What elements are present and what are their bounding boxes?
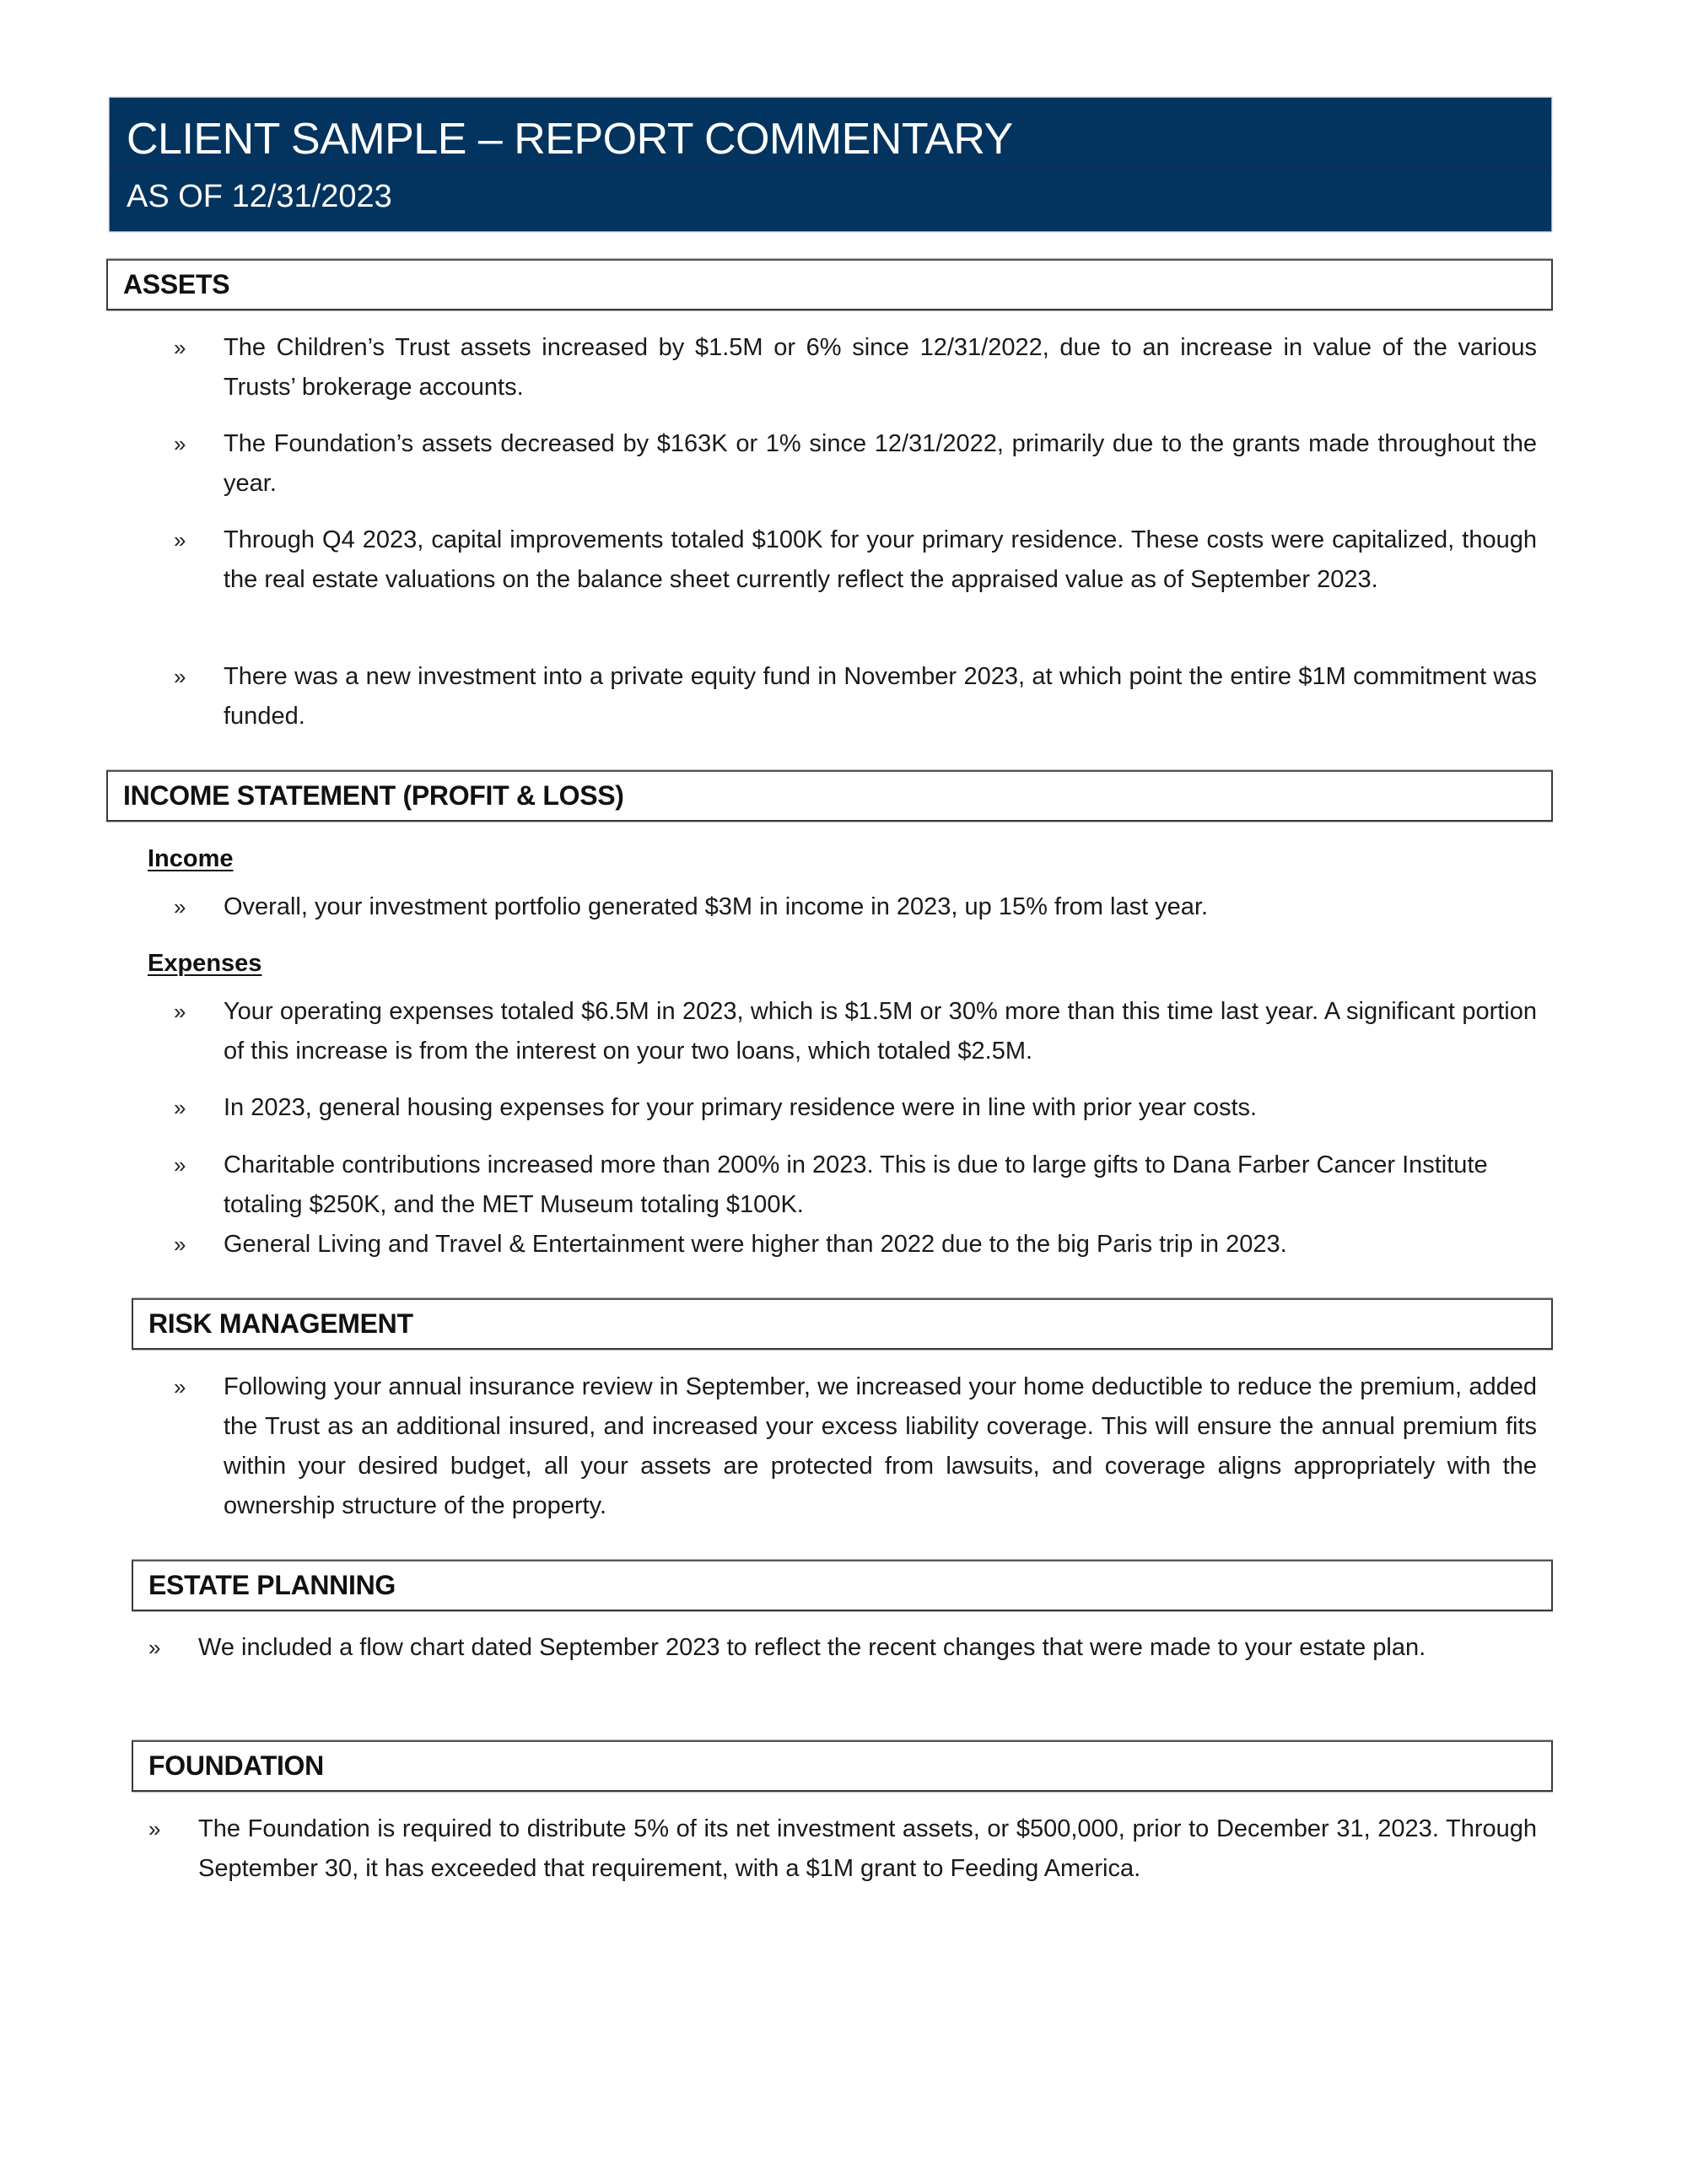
expenses-bullet [174, 1225, 1537, 1265]
bullet-chevron-icon: » [174, 999, 186, 1024]
bullet-chevron-icon: » [174, 664, 186, 689]
income-bullet [174, 887, 1537, 927]
header-divider [110, 168, 1551, 170]
section-header-estate-planning [132, 1560, 1553, 1611]
subheading-expenses: Expenses [148, 950, 262, 977]
bullet-text: We included a flow chart dated September 2023 to reflect the recent changes that were made to your estate plan. [198, 1634, 1426, 1661]
assets-bullet [174, 520, 1537, 600]
assets-bullet [174, 328, 1537, 407]
bullet-chevron-icon: » [174, 1374, 186, 1399]
bullet-text: General Living and Travel & Entertainment were higher than 2022 due to the big Paris trip in 2023. [224, 1231, 1287, 1258]
report-header-banner [110, 98, 1551, 231]
foundation-bullet [148, 1809, 1537, 1889]
risk-management-bullet [174, 1367, 1537, 1526]
bullet-text: In 2023, general housing expenses for your primary residence were in line with prior year costs. [224, 1094, 1258, 1121]
bullet-text: There was a new investment into a private equity fund in November 2023, at which point the entire $1M commitment was funded. [224, 663, 1537, 730]
assets-bullet [174, 424, 1537, 504]
bullet-chevron-icon: » [174, 527, 186, 553]
report-date: AS OF 12/31/2023 [127, 179, 392, 214]
estate-planning-bullet [148, 1628, 1537, 1668]
section-header-risk-management [132, 1298, 1553, 1350]
bullet-chevron-icon: » [174, 894, 186, 919]
bullet-text: The Foundation’s assets decreased by $163K or 1% since 12/31/2022, primarily due to the grants made throughout the year. [224, 430, 1537, 497]
bullet-chevron-icon: » [174, 1152, 186, 1178]
bullet-text: Your operating expenses totaled $6.5M in 2023, which is $1.5M or 30% more than this time last year. A significant portion of this increase is from the interest on your two loans, which totaled $2.5M. [224, 998, 1537, 1065]
section-title: ASSETS [123, 269, 230, 299]
bullet-chevron-icon: » [174, 335, 186, 360]
bullet-chevron-icon: » [174, 1095, 186, 1120]
bullet-text: The Children’s Trust assets increased by $1.5M or 6% since 12/31/2022, due to an increase in value of the various Trusts’ brokerage accounts. [224, 334, 1537, 401]
bullet-text: Overall, your investment portfolio generated $3M in income in 2023, up 15% from last year. [224, 893, 1209, 920]
report-title: CLIENT SAMPLE – REPORT COMMENTARY [127, 115, 1013, 164]
assets-bullet [174, 657, 1537, 736]
expenses-bullet [174, 1146, 1537, 1225]
bullet-text: Through Q4 2023, capital improvements totaled $100K for your primary residence. These costs were capitalized, though the real estate valuations on the balance sheet currently reflect the appraised value as of September 2023. [224, 526, 1537, 593]
bullet-chevron-icon: » [148, 1635, 161, 1660]
section-header-income-statement [106, 770, 1553, 822]
bullet-chevron-icon: » [174, 1232, 186, 1257]
section-title: INCOME STATEMENT (PROFIT & LOSS) [123, 780, 624, 811]
section-header-assets [106, 259, 1553, 310]
bullet-text: Charitable contributions increased more than 200% in 2023. This is due to large gifts to Dana Farber Cancer Institute totaling $250K, and the MET Museum totaling $100K. [224, 1151, 1488, 1218]
subheading-income: Income [148, 845, 234, 872]
expenses-bullet [174, 1088, 1537, 1128]
section-title: RISK MANAGEMENT [148, 1308, 413, 1339]
section-title: FOUNDATION [148, 1750, 324, 1781]
bullet-chevron-icon: » [148, 1816, 161, 1842]
section-header-foundation [132, 1740, 1553, 1792]
section-title: ESTATE PLANNING [148, 1570, 396, 1600]
bullet-text: The Foundation is required to distribute 5% of its net investment assets, or $500,000, prior to December 31, 2023. Through September 30, it has exceeded that requirement, with a $1M grant to Feeding America. [198, 1815, 1537, 1882]
bullet-text: Following your annual insurance review in September, we increased your home deductible to reduce the premium, added the Trust as an additional insured, and increased your excess liability coverage. This will ensure the annual premium fits within your desired budget, all your assets are protected from lawsuits, and coverage aligns appropriately with the ownership structure of the property. [224, 1373, 1537, 1519]
expenses-bullet [174, 992, 1537, 1071]
bullet-chevron-icon: » [174, 431, 186, 456]
